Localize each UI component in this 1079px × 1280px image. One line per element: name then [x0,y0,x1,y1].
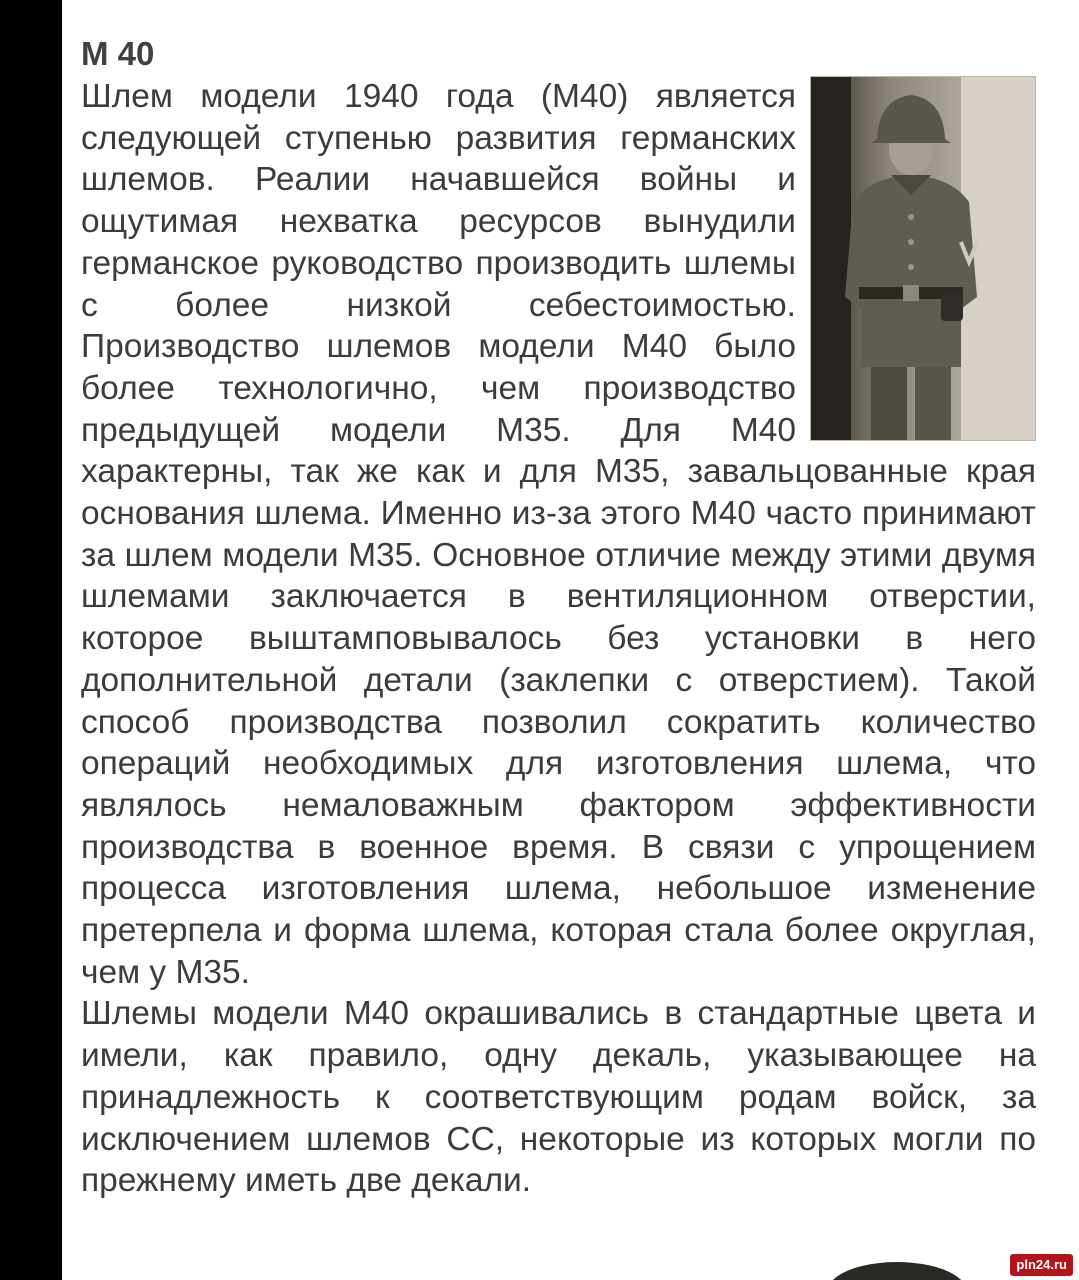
article-paragraph-2: Шлемы модели М40 окрашивались в стандартные цвета и имели, как правило, одну декаль, указывающее на принадлежность к соответствующим родам войск, за исключением шлемов СС, некоторые из которых могли по прежнему иметь две декали. [81,995,1036,1200]
article-heading: М 40 [81,35,155,72]
article-content [81,32,1036,1202]
article-page [62,0,1079,1280]
next-photo-partial [822,1252,972,1280]
article-paragraph-1: Шлем модели 1940 года (М40) является следующей ступенью развития германских шлемов. Реалии начавшейся войны и ощутимая нехватка ресурсов вынудили германское руководство производить шлемы с более низкой себестоимостью. Производство шлемов модели М40 было более технологично, чем производство предыдущей модели М35. Для М40 характерны, так же как и для М35, завальцованные края основания шлема. Именно из-за этого М40 часто принимают за шлем модели М35. Основное отличие между этими двумя шлемами заключается в вентиляционном отверстии, которое выштамповывалось без установки в него дополнительной детали (заклепки с отверстием). Такой способ производства позволил сократить количество операций необходимых для изготовления шлема, что являлось немаловажным фактором эффективности производства в военное время. В связи с упрощением процесса изготовления шлема, небольшое изменение претерпела и форма шлема, которая стала более округлая, чем у М35. [81,78,1036,991]
site-watermark: pln24.ru [1010,1254,1073,1276]
soldier-photo [810,76,1036,441]
